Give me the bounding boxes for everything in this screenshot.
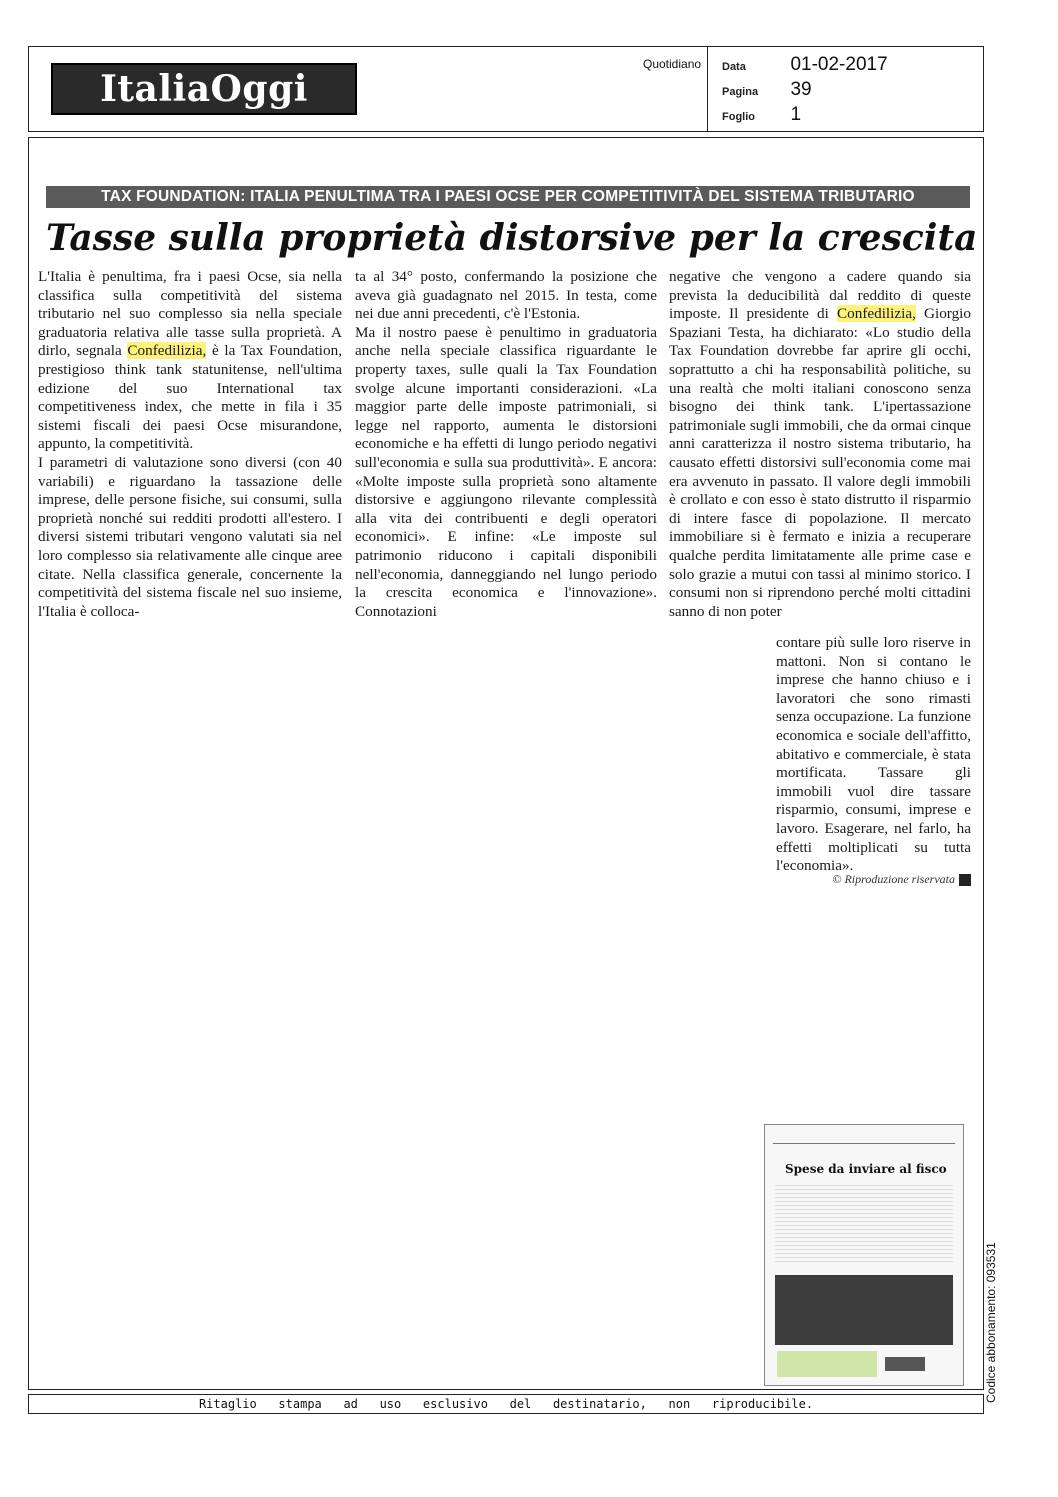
highlighted-keyword: Confedilizia,	[127, 342, 207, 360]
end-square-icon	[959, 874, 971, 886]
thumbnail-logo	[885, 1357, 925, 1371]
paragraph	[669, 268, 971, 621]
page-value: 39	[790, 79, 812, 100]
meta-sheet-row	[722, 104, 801, 126]
paragraph: I parametri di valutazione sono diversi (con 40 variabili) e riguardano la tassazione delle imprese, delle persone fisiche, sui consumi, sulla proprietà nonché sui redditi prodotti all'estero. I diversi sistemi tributari vengono valutati sia nel loro complesso sia relativamente alle cinque aree citate. Nella classifica generale, concernente la competitività del sistema fiscale nel suo insieme, l'Italia è colloca-	[38, 453, 342, 620]
thumbnail-title: Spese da inviare al fisco	[785, 1162, 947, 1176]
meta-page-row	[722, 79, 812, 101]
meta-box	[707, 47, 985, 131]
reproduction-notice-text: © Riproduzione riservata	[832, 872, 955, 886]
page-thumbnail	[764, 1124, 964, 1386]
paragraph: contare più sulle loro riserve in mattoni. Non si contano le imprese che hanno chiuso e i lavoratori che sono rimasti senza occupazione. La funzione economica e sociale dell'affitto, abitativo e commerciale, è stata mortificata. Tassare gli immobili vuol dire tassare risparmio, consumi, imprese e lavoro. Esagerare, nel farlo, ha effetti moltiplicati su tutta l'economia».	[776, 634, 971, 875]
newspaper-logo	[51, 63, 357, 115]
date-label: Data	[722, 61, 746, 73]
logo-text: ItaliaOggi	[100, 68, 308, 110]
footer-notice: Ritaglio stampa ad uso esclusivo del destinatario, non riproducibile.	[28, 1394, 984, 1414]
date-value: 01-02-2017	[790, 54, 888, 75]
thumbnail-header-line	[773, 1133, 955, 1144]
subscription-code: Codice abbonamento: 093531	[984, 1242, 998, 1403]
meta-date-row	[722, 54, 888, 76]
thumbnail-highlight-box	[777, 1351, 877, 1377]
publication-type: Quotidiano	[643, 57, 702, 71]
paragraph	[38, 268, 342, 454]
article-column-1	[38, 268, 342, 621]
article-column-2	[355, 268, 657, 621]
article-column-3-continued	[776, 634, 971, 876]
page-label: Pagina	[722, 86, 759, 98]
sheet-value: 1	[790, 104, 802, 125]
text-run: è la Tax Foundation, prestigioso think tank statunitense, nell'ultima edizione del suo International tax competitiveness index, che mette in fila i 35 sistemi fiscali dei paesi Ocse misurandone, appunto, la competitività.	[38, 342, 342, 453]
text-run: Giorgio Spaziani Testa, ha dichiarato: «Lo studio della Tax Foundation dovrebbe far aprire gli occhi, soprattutto a chi ha responsabilità politiche, su una realtà che molti italiani conoscono senza bisogno dei think tank. L'ipertassazione patrimoniale sugli immobili, che da ormai cinque anni caratterizza il nostro sistema tributario, ha causato effetti distorsivi sull'economia come mai era avvenuto in passato. Il valore degli immobili è crollato e con esso è stato distrutto il risparmio di intere fasce di popolazione. Il mercato immobiliare si è fermato e inizia a recuperare qualche perdita limitatamente alle prime case e solo grazie a mutui con tassi al minimo storico. I consumi non si riprendono perché molti cittadini sanno di non poter	[669, 305, 971, 620]
highlighted-keyword: Confedilizia,	[837, 305, 916, 323]
paragraph: ta al 34° posto, confermando la posizione che aveva già guadagnato nel 2015. In testa, come nei due anni precedenti, c'è l'Estonia.	[355, 268, 657, 323]
article-kicker: TAX FOUNDATION: ITALIA PENULTIMA TRA I PAESI OCSE PER COMPETITIVITÀ DEL SISTEMA TRIBUTARIO	[46, 186, 970, 208]
paragraph: Ma il nostro paese è penultimo in graduatoria anche nella speciale classifica riguardante le property taxes, sulle quali la Tax Foundation svolge alcune importanti considerazioni. «La maggior parte delle imposte patrimoniali, si legge nel rapporto, aumenta le distorsioni economiche e ha effetti di lungo periodo negativi sull'economia e sulla sua produttività». E ancora: «Molte imposte sulla proprietà sono altamente distorsive e aggiungono rilevante complessità alla vita dei contribuenti e degli operatori economici». E infine: «Le imposte sul patrimonio riducono i capitali disponibili nell'economia, danneggiando nel lungo periodo la crescita economica e l'innovazione». Connotazioni	[355, 323, 657, 620]
reproduction-notice	[770, 872, 971, 887]
thumbnail-text-block	[775, 1185, 953, 1265]
text-run: negative che vengono a cadere quando sia prevista la deducibilità dal reddito di queste imposte. Il presidente di	[669, 268, 971, 323]
thumbnail-dark-article	[775, 1275, 953, 1345]
article-headline: Tasse sulla proprietà distorsive per la crescita	[46, 217, 978, 259]
sheet-label: Foglio	[722, 111, 755, 123]
masthead-box	[28, 46, 984, 132]
text-run: L'Italia è penultima, fra i paesi Ocse, sia nella classifica sulla competitività del sistema tributario nel suo complesso sia nella speciale graduatoria relativa alle tasse sulla proprietà. A dirlo, segnala	[38, 268, 342, 360]
article-column-3	[669, 268, 971, 621]
